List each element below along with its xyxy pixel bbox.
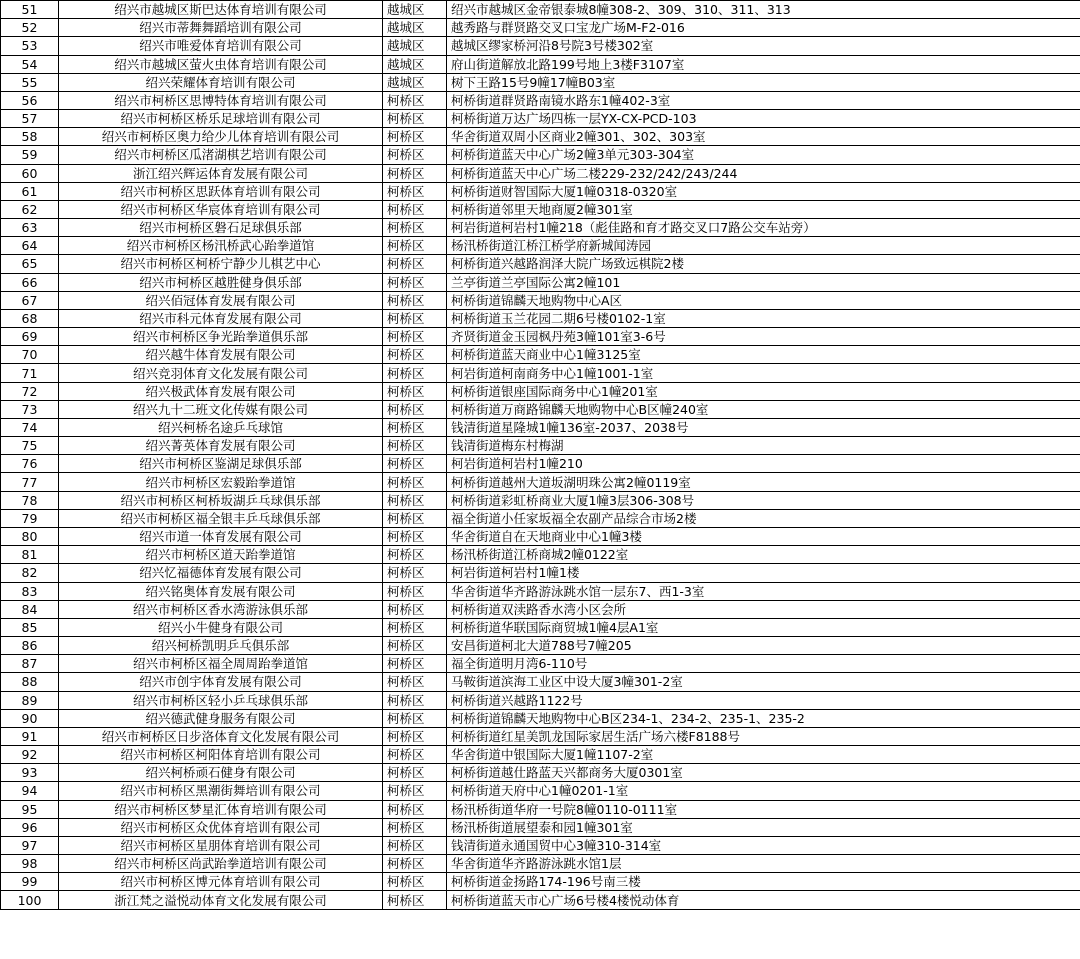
table-row xyxy=(1,219,1080,237)
address-cell: 兰亭街道兰亭国际公寓2幢101 xyxy=(447,273,1080,291)
table-row xyxy=(1,200,1080,218)
row-number-cell: 98 xyxy=(1,855,59,873)
row-number-cell: 57 xyxy=(1,110,59,128)
table-row xyxy=(1,764,1080,782)
table-row xyxy=(1,455,1080,473)
district-cell: 柯桥区 xyxy=(383,291,447,309)
organization-name-cell: 绍兴市柯桥区杨汛桥武心跆拳道馆 xyxy=(59,237,383,255)
row-number-cell: 72 xyxy=(1,382,59,400)
organization-name-cell: 绍兴市柯桥区尚武跆拳道培训有限公司 xyxy=(59,855,383,873)
table-row xyxy=(1,346,1080,364)
row-number-cell: 61 xyxy=(1,182,59,200)
address-cell: 华舍街道中银国际大厦1幢1107-2室 xyxy=(447,746,1080,764)
row-number-cell: 85 xyxy=(1,618,59,636)
address-cell: 柯桥街道兴越路润泽大院广场致远棋院2楼 xyxy=(447,255,1080,273)
table-row xyxy=(1,128,1080,146)
table-row xyxy=(1,110,1080,128)
address-cell: 柯桥街道锦麟天地购物中心A区 xyxy=(447,291,1080,309)
address-cell: 柯桥街道邻里天地商厦2幢301室 xyxy=(447,200,1080,218)
district-cell: 越城区 xyxy=(383,37,447,55)
address-cell: 安昌街道柯北大道788号7幢205 xyxy=(447,637,1080,655)
address-cell: 柯桥街道蓝天市心广场6号楼4楼悦动体育 xyxy=(447,891,1080,909)
district-cell: 柯桥区 xyxy=(383,509,447,527)
district-cell: 柯桥区 xyxy=(383,237,447,255)
row-number-cell: 88 xyxy=(1,673,59,691)
address-cell: 齐贤街道金玉园枫丹苑3幢101室3-6号 xyxy=(447,328,1080,346)
address-cell: 柯桥街道华联国际商贸城1幢4层A1室 xyxy=(447,618,1080,636)
row-number-cell: 81 xyxy=(1,546,59,564)
district-cell: 柯桥区 xyxy=(383,146,447,164)
organization-name-cell: 绍兴市柯桥区鉴湖足球俱乐部 xyxy=(59,455,383,473)
row-number-cell: 96 xyxy=(1,818,59,836)
address-cell: 柯桥街道兴越路1122号 xyxy=(447,691,1080,709)
address-cell: 柯桥街道群贤路南镜水路东1幢402-3室 xyxy=(447,91,1080,109)
row-number-cell: 73 xyxy=(1,400,59,418)
table-row xyxy=(1,818,1080,836)
row-number-cell: 67 xyxy=(1,291,59,309)
district-cell: 越城区 xyxy=(383,1,447,19)
district-cell: 柯桥区 xyxy=(383,309,447,327)
organization-name-cell: 绍兴市柯桥区梦星汇体育培训有限公司 xyxy=(59,800,383,818)
district-cell: 柯桥区 xyxy=(383,255,447,273)
row-number-cell: 84 xyxy=(1,600,59,618)
district-cell: 柯桥区 xyxy=(383,618,447,636)
address-cell: 柯桥街道金扬路174-196号南三楼 xyxy=(447,873,1080,891)
organization-name-cell: 绍兴菁英体育发展有限公司 xyxy=(59,437,383,455)
table-row xyxy=(1,273,1080,291)
table-row xyxy=(1,473,1080,491)
address-cell: 柯岩街道柯南商务中心1幢1001-1室 xyxy=(447,364,1080,382)
row-number-cell: 92 xyxy=(1,746,59,764)
table-row xyxy=(1,691,1080,709)
table-row xyxy=(1,19,1080,37)
district-cell: 柯桥区 xyxy=(383,382,447,400)
district-cell: 柯桥区 xyxy=(383,491,447,509)
address-cell: 柯桥街道蓝天中心广场二楼229-232/242/243/244 xyxy=(447,164,1080,182)
district-cell: 柯桥区 xyxy=(383,800,447,818)
table-row xyxy=(1,255,1080,273)
address-cell: 柯桥街道双渎路香水湾小区会所 xyxy=(447,600,1080,618)
table-row xyxy=(1,309,1080,327)
table-row xyxy=(1,618,1080,636)
organization-name-cell: 绍兴市柯桥区柯阳体育培训有限公司 xyxy=(59,746,383,764)
row-number-cell: 66 xyxy=(1,273,59,291)
row-number-cell: 51 xyxy=(1,1,59,19)
row-number-cell: 56 xyxy=(1,91,59,109)
organization-name-cell: 绍兴市柯桥区磐石足球俱乐部 xyxy=(59,219,383,237)
organization-name-cell: 绍兴市柯桥区柯桥宁静少儿棋艺中心 xyxy=(59,255,383,273)
district-cell: 越城区 xyxy=(383,55,447,73)
district-cell: 柯桥区 xyxy=(383,764,447,782)
table-row xyxy=(1,891,1080,909)
table-row xyxy=(1,637,1080,655)
address-cell: 福全街道小任家坂福全农副产品综合市场2楼 xyxy=(447,509,1080,527)
district-cell: 柯桥区 xyxy=(383,564,447,582)
address-cell: 府山街道解放北路199号地上3楼F3107室 xyxy=(447,55,1080,73)
organization-name-cell: 绍兴荣耀体育培训有限公司 xyxy=(59,73,383,91)
district-cell: 柯桥区 xyxy=(383,746,447,764)
address-cell: 柯岩街道柯岩村1幢210 xyxy=(447,455,1080,473)
address-cell: 柯桥街道红星美凯龙国际家居生活广场六楼F8188号 xyxy=(447,727,1080,745)
row-number-cell: 89 xyxy=(1,691,59,709)
district-cell: 柯桥区 xyxy=(383,891,447,909)
district-cell: 柯桥区 xyxy=(383,818,447,836)
organization-name-cell: 绍兴市柯桥区柯桥坂湖乒乓球俱乐部 xyxy=(59,491,383,509)
district-cell: 柯桥区 xyxy=(383,855,447,873)
organization-name-cell: 绍兴市柯桥区福全银丰乒乓球俱乐部 xyxy=(59,509,383,527)
organization-name-cell: 绍兴市柯桥区争光跆拳道俱乐部 xyxy=(59,328,383,346)
district-cell: 柯桥区 xyxy=(383,727,447,745)
district-cell: 柯桥区 xyxy=(383,364,447,382)
row-number-cell: 78 xyxy=(1,491,59,509)
table-row xyxy=(1,782,1080,800)
row-number-cell: 93 xyxy=(1,764,59,782)
table-row xyxy=(1,582,1080,600)
address-cell: 柯桥街道财智国际大厦1幢0318-0320室 xyxy=(447,182,1080,200)
table-row xyxy=(1,509,1080,527)
row-number-cell: 100 xyxy=(1,891,59,909)
table-row xyxy=(1,291,1080,309)
table-row xyxy=(1,437,1080,455)
organization-name-cell: 绍兴市越城区斯巴达体育培训有限公司 xyxy=(59,1,383,19)
address-cell: 杨汛桥街道江桥商城2幢0122室 xyxy=(447,546,1080,564)
district-cell: 柯桥区 xyxy=(383,836,447,854)
organization-name-cell: 绍兴市柯桥区日步洛体育文化发展有限公司 xyxy=(59,727,383,745)
district-cell: 柯桥区 xyxy=(383,691,447,709)
table-row xyxy=(1,237,1080,255)
address-cell: 华舍街道双周小区商业2幢301、302、303室 xyxy=(447,128,1080,146)
table-row xyxy=(1,655,1080,673)
table-row xyxy=(1,364,1080,382)
district-cell: 柯桥区 xyxy=(383,182,447,200)
organization-name-cell: 绍兴市蒂舞舞蹈培训有限公司 xyxy=(59,19,383,37)
district-cell: 柯桥区 xyxy=(383,128,447,146)
row-number-cell: 54 xyxy=(1,55,59,73)
table-row xyxy=(1,73,1080,91)
row-number-cell: 64 xyxy=(1,237,59,255)
address-cell: 柯桥街道万达广场四栋一层YX-CX-PCD-103 xyxy=(447,110,1080,128)
district-cell: 柯桥区 xyxy=(383,782,447,800)
table-row xyxy=(1,91,1080,109)
organization-name-cell: 绍兴柯桥凯明乒乓俱乐部 xyxy=(59,637,383,655)
organization-name-cell: 绍兴市柯桥区宏毅跆拳道馆 xyxy=(59,473,383,491)
table-row xyxy=(1,709,1080,727)
organization-name-cell: 绍兴市唯爱体育培训有限公司 xyxy=(59,37,383,55)
district-cell: 越城区 xyxy=(383,19,447,37)
district-cell: 柯桥区 xyxy=(383,582,447,600)
organization-name-cell: 绍兴市柯桥区瓜渚湖棋艺培训有限公司 xyxy=(59,146,383,164)
organization-name-cell: 绍兴市柯桥区思跃体育培训有限公司 xyxy=(59,182,383,200)
table-row xyxy=(1,527,1080,545)
district-cell: 柯桥区 xyxy=(383,527,447,545)
table-row xyxy=(1,564,1080,582)
table-row xyxy=(1,37,1080,55)
row-number-cell: 77 xyxy=(1,473,59,491)
district-cell: 柯桥区 xyxy=(383,418,447,436)
organization-name-cell: 绍兴竞羽体育文化发展有限公司 xyxy=(59,364,383,382)
table-row xyxy=(1,1,1080,19)
organization-name-cell: 绍兴市柯桥区华宸体育培训有限公司 xyxy=(59,200,383,218)
address-cell: 越秀路与群贤路交叉口宝龙广场M-F2-016 xyxy=(447,19,1080,37)
organization-name-cell: 绍兴市道一体育发展有限公司 xyxy=(59,527,383,545)
district-cell: 柯桥区 xyxy=(383,709,447,727)
district-cell: 柯桥区 xyxy=(383,546,447,564)
table-row xyxy=(1,382,1080,400)
district-cell: 柯桥区 xyxy=(383,346,447,364)
row-number-cell: 76 xyxy=(1,455,59,473)
district-cell: 柯桥区 xyxy=(383,200,447,218)
address-cell: 柯桥街道天府中心1幢0201-1室 xyxy=(447,782,1080,800)
row-number-cell: 55 xyxy=(1,73,59,91)
organization-name-cell: 绍兴德武健身服务有限公司 xyxy=(59,709,383,727)
organization-name-cell: 浙江梵之溢悦动体育文化发展有限公司 xyxy=(59,891,383,909)
organization-name-cell: 绍兴越牛体育发展有限公司 xyxy=(59,346,383,364)
district-cell: 柯桥区 xyxy=(383,110,447,128)
address-cell: 华舍街道华齐路游泳跳水馆一层东7、西1-3室 xyxy=(447,582,1080,600)
district-cell: 柯桥区 xyxy=(383,873,447,891)
row-number-cell: 87 xyxy=(1,655,59,673)
row-number-cell: 79 xyxy=(1,509,59,527)
organization-name-cell: 绍兴忆福德体育发展有限公司 xyxy=(59,564,383,582)
district-cell: 柯桥区 xyxy=(383,437,447,455)
organization-name-cell: 绍兴市创宇体育发展有限公司 xyxy=(59,673,383,691)
row-number-cell: 63 xyxy=(1,219,59,237)
district-cell: 柯桥区 xyxy=(383,473,447,491)
table-row xyxy=(1,746,1080,764)
organization-name-cell: 绍兴佰冠体育发展有限公司 xyxy=(59,291,383,309)
organization-name-cell: 绍兴市柯桥区福全周周跆拳道馆 xyxy=(59,655,383,673)
organization-name-cell: 绍兴市柯桥区越胜健身俱乐部 xyxy=(59,273,383,291)
organization-name-cell: 绍兴市柯桥区桥乐足球培训有限公司 xyxy=(59,110,383,128)
row-number-cell: 91 xyxy=(1,727,59,745)
district-cell: 柯桥区 xyxy=(383,91,447,109)
row-number-cell: 75 xyxy=(1,437,59,455)
address-cell: 越城区缪家桥河沿8号院3号楼302室 xyxy=(447,37,1080,55)
table-row xyxy=(1,164,1080,182)
row-number-cell: 90 xyxy=(1,709,59,727)
row-number-cell: 80 xyxy=(1,527,59,545)
address-cell: 柯桥街道银座国际商务中心1幢201室 xyxy=(447,382,1080,400)
row-number-cell: 52 xyxy=(1,19,59,37)
row-number-cell: 97 xyxy=(1,836,59,854)
organization-name-cell: 绍兴市科元体育发展有限公司 xyxy=(59,309,383,327)
organization-name-cell: 绍兴市柯桥区星朋体育培训有限公司 xyxy=(59,836,383,854)
row-number-cell: 70 xyxy=(1,346,59,364)
row-number-cell: 94 xyxy=(1,782,59,800)
row-number-cell: 58 xyxy=(1,128,59,146)
table-row xyxy=(1,836,1080,854)
organization-name-cell: 绍兴市柯桥区奥力给少儿体育培训有限公司 xyxy=(59,128,383,146)
address-cell: 柯桥街道越州大道坂湖明珠公寓2幢0119室 xyxy=(447,473,1080,491)
organization-name-cell: 绍兴柯桥名途乒乓球馆 xyxy=(59,418,383,436)
table-row xyxy=(1,146,1080,164)
table-row xyxy=(1,55,1080,73)
district-cell: 柯桥区 xyxy=(383,655,447,673)
table-row xyxy=(1,855,1080,873)
table-row xyxy=(1,600,1080,618)
row-number-cell: 60 xyxy=(1,164,59,182)
address-cell: 杨汛桥街道展望泰和园1幢301室 xyxy=(447,818,1080,836)
table-row xyxy=(1,400,1080,418)
organization-name-cell: 绍兴市柯桥区黑潮街舞培训有限公司 xyxy=(59,782,383,800)
row-number-cell: 59 xyxy=(1,146,59,164)
district-cell: 柯桥区 xyxy=(383,455,447,473)
address-cell: 柯岩街道柯岩村1幢218（彪佳路和育才路交叉口7路公交车站旁） xyxy=(447,219,1080,237)
row-number-cell: 65 xyxy=(1,255,59,273)
organization-name-cell: 绍兴极武体育发展有限公司 xyxy=(59,382,383,400)
organization-name-cell: 绍兴柯桥顽石健身有限公司 xyxy=(59,764,383,782)
district-cell: 柯桥区 xyxy=(383,328,447,346)
district-cell: 柯桥区 xyxy=(383,673,447,691)
organization-name-cell: 绍兴市柯桥区轻小乒乓球俱乐部 xyxy=(59,691,383,709)
table-row xyxy=(1,727,1080,745)
address-cell: 柯桥街道万商路锦麟天地购物中心B区幢240室 xyxy=(447,400,1080,418)
organization-name-cell: 绍兴铭奥体育发展有限公司 xyxy=(59,582,383,600)
row-number-cell: 83 xyxy=(1,582,59,600)
address-cell: 绍兴市越城区金帝银泰城8幢308-2、309、310、311、313 xyxy=(447,1,1080,19)
address-cell: 柯桥街道彩虹桥商业大厦1幢3层306-308号 xyxy=(447,491,1080,509)
district-cell: 越城区 xyxy=(383,73,447,91)
row-number-cell: 71 xyxy=(1,364,59,382)
row-number-cell: 86 xyxy=(1,637,59,655)
district-cell: 柯桥区 xyxy=(383,637,447,655)
address-cell: 华舍街道自在天地商业中心1幢3楼 xyxy=(447,527,1080,545)
address-cell: 柯桥街道蓝天商业中心1幢3125室 xyxy=(447,346,1080,364)
table-row xyxy=(1,546,1080,564)
table-row xyxy=(1,873,1080,891)
organization-name-cell: 绍兴市柯桥区众优体育培训有限公司 xyxy=(59,818,383,836)
district-cell: 柯桥区 xyxy=(383,600,447,618)
organization-name-cell: 浙江绍兴辉运体育发展有限公司 xyxy=(59,164,383,182)
organization-name-cell: 绍兴市越城区萤火虫体育培训有限公司 xyxy=(59,55,383,73)
address-cell: 钱清街道星隆城1幢136室-2037、2038号 xyxy=(447,418,1080,436)
table-row xyxy=(1,418,1080,436)
address-cell: 柯岩街道柯岩村1幢1楼 xyxy=(447,564,1080,582)
row-number-cell: 69 xyxy=(1,328,59,346)
address-cell: 柯桥街道玉兰花园二期6号楼0102-1室 xyxy=(447,309,1080,327)
organization-name-cell: 绍兴九十二班文化传媒有限公司 xyxy=(59,400,383,418)
address-cell: 钱清街道梅东村梅湖 xyxy=(447,437,1080,455)
table-row xyxy=(1,800,1080,818)
address-cell: 柯桥街道锦麟天地购物中心B区234-1、234-2、235-1、235-2 xyxy=(447,709,1080,727)
address-cell: 杨汛桥街道华府一号院8幢0110-0111室 xyxy=(447,800,1080,818)
district-cell: 柯桥区 xyxy=(383,219,447,237)
organization-name-cell: 绍兴市柯桥区香水湾游泳俱乐部 xyxy=(59,600,383,618)
table-row xyxy=(1,673,1080,691)
organization-name-cell: 绍兴市柯桥区思博特体育培训有限公司 xyxy=(59,91,383,109)
organization-name-cell: 绍兴市柯桥区道天跆拳道馆 xyxy=(59,546,383,564)
row-number-cell: 82 xyxy=(1,564,59,582)
table-row xyxy=(1,328,1080,346)
address-cell: 柯桥街道越仕路蓝天兴都商务大厦0301室 xyxy=(447,764,1080,782)
row-number-cell: 68 xyxy=(1,309,59,327)
row-number-cell: 99 xyxy=(1,873,59,891)
district-cell: 柯桥区 xyxy=(383,273,447,291)
row-number-cell: 74 xyxy=(1,418,59,436)
address-cell: 华舍街道华齐路游泳跳水馆1层 xyxy=(447,855,1080,873)
district-cell: 柯桥区 xyxy=(383,400,447,418)
address-cell: 杨汛桥街道江桥江桥学府新城闻涛园 xyxy=(447,237,1080,255)
organization-name-cell: 绍兴市柯桥区博元体育培训有限公司 xyxy=(59,873,383,891)
district-cell: 柯桥区 xyxy=(383,164,447,182)
address-cell: 钱清街道永通国贸中心3幢310-314室 xyxy=(447,836,1080,854)
row-number-cell: 62 xyxy=(1,200,59,218)
row-number-cell: 53 xyxy=(1,37,59,55)
address-cell: 马鞍街道滨海工业区中设大厦3幢301-2室 xyxy=(447,673,1080,691)
table-body xyxy=(1,1,1080,910)
table-row xyxy=(1,491,1080,509)
address-cell: 福全街道明月湾6-110号 xyxy=(447,655,1080,673)
address-cell: 柯桥街道蓝天中心广场2幢3单元303-304室 xyxy=(447,146,1080,164)
organization-name-cell: 绍兴小牛健身有限公司 xyxy=(59,618,383,636)
row-number-cell: 95 xyxy=(1,800,59,818)
table-row xyxy=(1,182,1080,200)
address-cell: 树下王路15号9幢17幢B03室 xyxy=(447,73,1080,91)
